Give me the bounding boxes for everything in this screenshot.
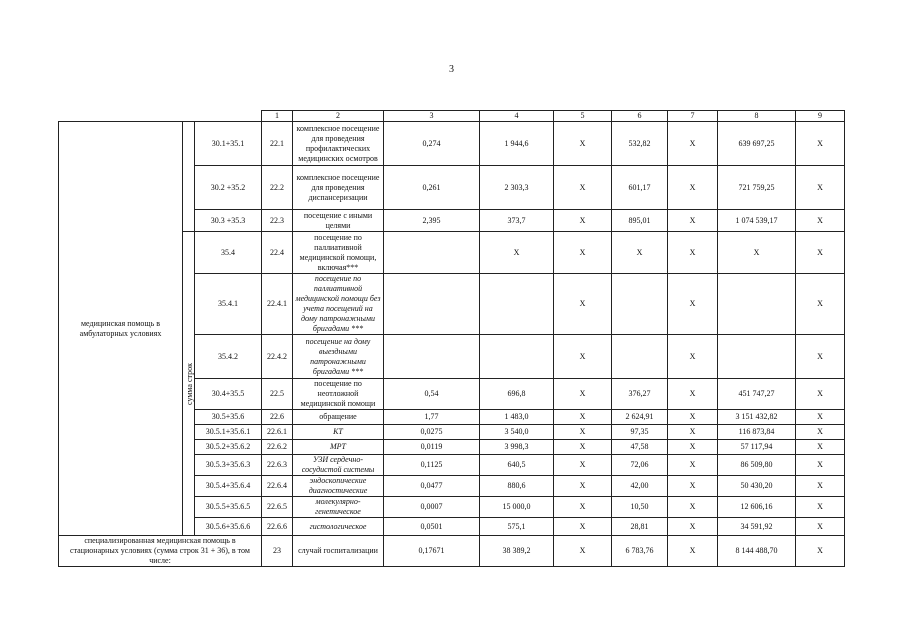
row-c4: 880,6 [480, 476, 554, 497]
row-c5: X [554, 379, 612, 410]
final-c7: X [668, 536, 718, 567]
row-c3: 0,0007 [384, 497, 480, 518]
row-c6: 97,35 [612, 425, 668, 440]
row-c4: 696,8 [480, 379, 554, 410]
row-c9: X [796, 425, 845, 440]
row-c3: 0,0501 [384, 518, 480, 536]
final-c6: 6 783,76 [612, 536, 668, 567]
row-name: УЗИ сердечно-сосудистой системы [293, 455, 384, 476]
row-c6: 28,81 [612, 518, 668, 536]
row-line: 22.4.1 [262, 274, 293, 335]
row-c3: 0,0477 [384, 476, 480, 497]
row-c5: X [554, 410, 612, 425]
row-c9: X [796, 210, 845, 232]
header-blank-2 [183, 111, 195, 122]
row-line: 22.6.4 [262, 476, 293, 497]
final-line: 23 [262, 536, 293, 567]
row-c4: X [480, 232, 554, 274]
header-col-5: 5 [554, 111, 612, 122]
header-col-3: 3 [384, 111, 480, 122]
row-c8 [718, 335, 796, 379]
row-c6: 47,58 [612, 440, 668, 455]
row-c7: X [668, 518, 718, 536]
final-c9: X [796, 536, 845, 567]
row-name: гистологическое [293, 518, 384, 536]
row-code: 30.5.4+35.6.4 [195, 476, 262, 497]
row-c3: 0,0119 [384, 440, 480, 455]
row-c6: 42,00 [612, 476, 668, 497]
row-line: 22.3 [262, 210, 293, 232]
row-line: 22.4 [262, 232, 293, 274]
row-code: 35.4.1 [195, 274, 262, 335]
row-c6: 895,01 [612, 210, 668, 232]
row-line: 22.5 [262, 379, 293, 410]
row-c5: X [554, 425, 612, 440]
row-c5: X [554, 476, 612, 497]
final-label: специализированная медицинская помощь в стационарных условиях (сумма строк 31 + 36), в том числе: [59, 536, 262, 567]
table-row-final [59, 536, 845, 567]
final-name: случай госпитализации [293, 536, 384, 567]
row-c7: X [668, 335, 718, 379]
row-c3 [384, 335, 480, 379]
row-c5: X [554, 232, 612, 274]
row-c7: X [668, 122, 718, 166]
row-name: комплексное посещение для проведения диспансеризации [293, 166, 384, 210]
row-c7: X [668, 476, 718, 497]
row-c3: 0,261 [384, 166, 480, 210]
row-c5: X [554, 497, 612, 518]
row-c9: X [796, 440, 845, 455]
row-c4: 373,7 [480, 210, 554, 232]
row-code: 35.4.2 [195, 335, 262, 379]
row-code: 30.1+35.1 [195, 122, 262, 166]
final-c3: 0,17671 [384, 536, 480, 567]
row-c9: X [796, 122, 845, 166]
row-c7: X [668, 440, 718, 455]
row-code: 30.4+35.5 [195, 379, 262, 410]
row-c5: X [554, 122, 612, 166]
row-c7: X [668, 497, 718, 518]
row-c9: X [796, 379, 845, 410]
row-c3: 0,54 [384, 379, 480, 410]
row-c6: 2 624,91 [612, 410, 668, 425]
header-col-6: 6 [612, 111, 668, 122]
row-c9: X [796, 518, 845, 536]
final-c4: 38 389,2 [480, 536, 554, 567]
row-code: 30.5.1+35.6.1 [195, 425, 262, 440]
row-c7: X [668, 210, 718, 232]
row-c8: 57 117,94 [718, 440, 796, 455]
row-name: обращение [293, 410, 384, 425]
row-c5: X [554, 455, 612, 476]
row-line: 22.6 [262, 410, 293, 425]
row-c9: X [796, 335, 845, 379]
row-c3: 1,77 [384, 410, 480, 425]
row-c4: 15 000,0 [480, 497, 554, 518]
section-spacer [183, 122, 195, 232]
row-c3 [384, 274, 480, 335]
row-c8: 12 606,16 [718, 497, 796, 518]
row-c8: 451 747,27 [718, 379, 796, 410]
header-col-9: 9 [796, 111, 845, 122]
header-col-1: 1 [262, 111, 293, 122]
row-c5: X [554, 440, 612, 455]
row-c5: X [554, 518, 612, 536]
row-name: эндоскопические диагностические [293, 476, 384, 497]
row-line: 22.6.2 [262, 440, 293, 455]
sum-label: сумма строк [185, 362, 194, 405]
row-code: 35.4 [195, 232, 262, 274]
row-c8 [718, 274, 796, 335]
row-c6: X [612, 232, 668, 274]
row-code: 30.5.5+35.6.5 [195, 497, 262, 518]
row-code: 30.5.6+35.6.6 [195, 518, 262, 536]
row-name: посещение с иными целями [293, 210, 384, 232]
row-c3 [384, 232, 480, 274]
row-c8: 86 509,80 [718, 455, 796, 476]
row-c9: X [796, 497, 845, 518]
row-c7: X [668, 274, 718, 335]
row-c7: X [668, 410, 718, 425]
row-c4: 1 944,6 [480, 122, 554, 166]
row-c4: 2 303,3 [480, 166, 554, 210]
row-name: посещение по неотложной медицинской помощи [293, 379, 384, 410]
header-col-8: 8 [718, 111, 796, 122]
row-name: молекулярно-генетическое [293, 497, 384, 518]
row-name: КТ [293, 425, 384, 440]
row-c7: X [668, 379, 718, 410]
row-c8: X [718, 232, 796, 274]
row-c4 [480, 335, 554, 379]
row-c6: 532,82 [612, 122, 668, 166]
row-c6: 10,50 [612, 497, 668, 518]
row-c6 [612, 274, 668, 335]
row-line: 22.1 [262, 122, 293, 166]
row-c5: X [554, 210, 612, 232]
row-name: посещение по паллиативной медицинской помощи без учета посещений на дому патронажными бригадами *** [293, 274, 384, 335]
row-c4 [480, 274, 554, 335]
row-c8: 639 697,25 [718, 122, 796, 166]
table-row [59, 122, 845, 166]
row-c7: X [668, 425, 718, 440]
row-c6: 376,27 [612, 379, 668, 410]
row-code: 30.2 +35.2 [195, 166, 262, 210]
header-blank-3 [195, 111, 262, 122]
row-c5: X [554, 274, 612, 335]
row-line: 22.4.2 [262, 335, 293, 379]
row-c3: 0,274 [384, 122, 480, 166]
row-c4: 575,1 [480, 518, 554, 536]
row-name: посещение на дому выездными патронажными бригадами *** [293, 335, 384, 379]
final-c8: 8 144 488,70 [718, 536, 796, 567]
row-c3: 0,0275 [384, 425, 480, 440]
row-line: 22.6.3 [262, 455, 293, 476]
row-c4: 3 998,3 [480, 440, 554, 455]
row-c9: X [796, 274, 845, 335]
header-col-7: 7 [668, 111, 718, 122]
row-c4: 640,5 [480, 455, 554, 476]
row-c8: 116 873,84 [718, 425, 796, 440]
header-col-2: 2 [293, 111, 384, 122]
row-c8: 34 591,92 [718, 518, 796, 536]
row-name: комплексное посещение для проведения профилактических медицинских осмотров [293, 122, 384, 166]
row-c5: X [554, 166, 612, 210]
row-code: 30.3 +35.3 [195, 210, 262, 232]
row-line: 22.6.6 [262, 518, 293, 536]
row-c5: X [554, 335, 612, 379]
row-line: 22.2 [262, 166, 293, 210]
tariff-table [58, 110, 845, 567]
final-c5: X [554, 536, 612, 567]
sum-label-cell [183, 232, 195, 536]
row-name: МРТ [293, 440, 384, 455]
row-c3: 2,395 [384, 210, 480, 232]
row-code: 30.5.3+35.6.3 [195, 455, 262, 476]
row-line: 22.6.5 [262, 497, 293, 518]
row-c7: X [668, 455, 718, 476]
row-c4: 1 483,0 [480, 410, 554, 425]
row-name: посещение по паллиативной медицинской помощи, включая*** [293, 232, 384, 274]
row-code: 30.5+35.6 [195, 410, 262, 425]
section-label: медицинская помощь в амбулаторных условиях [59, 122, 183, 536]
header-row [59, 111, 845, 122]
row-c7: X [668, 166, 718, 210]
row-c8: 50 430,20 [718, 476, 796, 497]
row-c8: 1 074 539,17 [718, 210, 796, 232]
page-number: 3 [449, 64, 454, 75]
row-c6: 601,17 [612, 166, 668, 210]
header-blank-1 [59, 111, 183, 122]
row-line: 22.6.1 [262, 425, 293, 440]
row-c4: 3 540,0 [480, 425, 554, 440]
row-c6 [612, 335, 668, 379]
row-code: 30.5.2+35.6.2 [195, 440, 262, 455]
row-c9: X [796, 232, 845, 274]
row-c7: X [668, 232, 718, 274]
row-c3: 0,1125 [384, 455, 480, 476]
row-c9: X [796, 476, 845, 497]
row-c9: X [796, 455, 845, 476]
row-c8: 3 151 432,82 [718, 410, 796, 425]
row-c9: X [796, 410, 845, 425]
row-c9: X [796, 166, 845, 210]
row-c6: 72,06 [612, 455, 668, 476]
row-c8: 721 759,25 [718, 166, 796, 210]
header-col-4: 4 [480, 111, 554, 122]
